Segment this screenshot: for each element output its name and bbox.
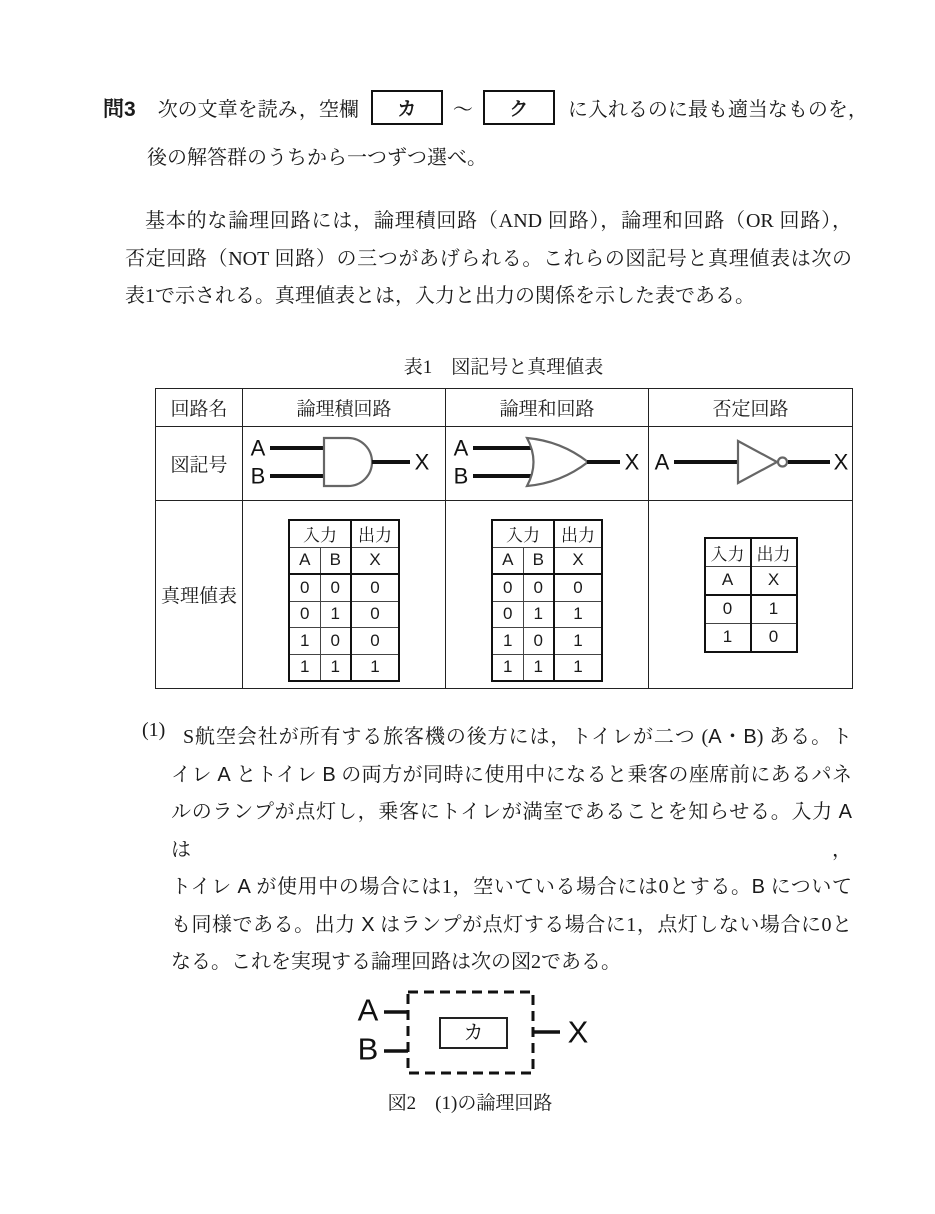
figure2-output-x-label: X: [567, 1014, 589, 1050]
item1-line: [171, 944, 852, 982]
text-run: はランプが点灯する場合に1，点灯しない場合に0と: [374, 913, 853, 936]
text-run: とトイレ: [230, 763, 323, 786]
not-col-a: A: [705, 566, 751, 595]
item1-paragraph: [171, 719, 852, 982]
question-text-before-blanks: 次の文章を読み，空欄: [157, 99, 359, 121]
item1-line: [171, 719, 852, 757]
table1-header-or: 論理和回路: [446, 389, 649, 427]
text-run: B: [322, 763, 336, 786]
text-run: ) ある。ト: [756, 726, 852, 748]
and-gate-icon: [244, 427, 445, 494]
truth-table-cell: 0: [351, 574, 399, 601]
truth-table-row: [289, 574, 399, 601]
not-gate-body: [738, 441, 777, 483]
and-col-x: X: [351, 547, 399, 574]
table1-rowlabel-truth: 真理値表: [156, 501, 243, 689]
item1-line: [171, 757, 852, 795]
or-gate-icon: [447, 427, 648, 494]
and-output-x-label: X: [414, 449, 429, 475]
truth-table-row: [289, 601, 399, 628]
text-run: なる。これを実現する論理回路は次の図2である。: [171, 951, 621, 973]
text-run: トイレ: [171, 876, 238, 898]
question-text-after-blanks: に入れるのに最も適当なものを，: [567, 99, 868, 121]
truth-table-cell: 1: [554, 628, 602, 655]
truth-table-row: [289, 654, 399, 681]
table1-header-not: 否定回路: [649, 389, 853, 427]
or-col-b: B: [523, 547, 554, 574]
and-truth-cell: [243, 501, 446, 689]
intro-paragraph: [125, 203, 852, 316]
answer-blank-ku: ク: [483, 90, 555, 125]
text-run: A: [217, 763, 231, 786]
truth-table-cell: 0: [523, 574, 554, 601]
truth-table-cell: 1: [554, 654, 602, 681]
intro-line: 基本的な論理回路には，論理積回路（AND 回路），論理和回路（OR 回路），: [145, 210, 852, 232]
truth-table-cell: 0: [523, 628, 554, 655]
truth-table-cell: 1: [705, 623, 751, 652]
tilde-separator: ～: [452, 99, 473, 121]
or-gate-body: [527, 438, 588, 486]
question-header: [103, 90, 868, 125]
table1-title: 表1 図記号と真理値表: [403, 357, 604, 378]
intro-line: 否定回路（NOT 回路）の三つがあげられる。これらの図記号と真理値表は次の: [125, 247, 852, 270]
or-col-x: X: [554, 547, 602, 574]
truth-table-row: [492, 601, 602, 628]
truth-table-cell: 0: [705, 595, 751, 624]
or-input-a-label: A: [453, 435, 468, 461]
and-input-header: 入力: [289, 520, 351, 547]
truth-table-cell: 1: [289, 628, 320, 655]
table1-header-circuit-name: 回路名: [156, 389, 243, 427]
truth-table-cell: 1: [289, 654, 320, 681]
and-output-header: 出力: [351, 520, 399, 547]
truth-table-cell: 1: [492, 654, 523, 681]
truth-table-cell: 0: [320, 628, 351, 655]
or-input-header: 入力: [492, 520, 554, 547]
not-gate-icon: [650, 427, 852, 494]
table1-truth-row: [156, 501, 853, 689]
truth-table-cell: 0: [751, 623, 797, 652]
figure2-input-b-label: B: [357, 1031, 379, 1067]
or-truth-body: [492, 574, 602, 681]
truth-table-cell: 0: [492, 574, 523, 601]
text-run: X: [361, 913, 375, 936]
truth-table-cell: 1: [751, 595, 797, 624]
not-input-header: 入力: [705, 538, 751, 567]
text-run: の両方が同時に使用中になると乗客の座席前にあるパネ: [335, 763, 853, 786]
or-truth-cell: [446, 501, 649, 689]
text-run: ルのランプが点灯し，乗客にトイレが満室であることを知らせる。入力: [171, 801, 839, 823]
figure2-input-a-label: A: [357, 992, 379, 1028]
truth-table-cell: 0: [289, 574, 320, 601]
truth-table-row: [705, 595, 797, 624]
text-run: S航空会社が所有する旅客機の後方には，トイレが二つ (: [183, 726, 709, 748]
truth-table-row: [492, 628, 602, 655]
figure2-caption: 図2 (1)の論理回路: [387, 1093, 553, 1114]
truth-table-row: [289, 628, 399, 655]
truth-table-cell: 0: [289, 601, 320, 628]
truth-table-row: [705, 623, 797, 652]
question-number: 問3: [103, 97, 136, 121]
item1-line: [171, 869, 852, 907]
table1-header-and: 論理積回路: [243, 389, 446, 427]
question-instruction-line2: 後の解答群のうちから一つずつ選べ。: [147, 147, 487, 169]
not-col-x: X: [751, 566, 797, 595]
truth-table-cell: 0: [492, 601, 523, 628]
not-truth-cell: [649, 501, 853, 689]
text-run: B: [751, 876, 765, 898]
truth-table-cell: 1: [351, 654, 399, 681]
truth-table-cell: 1: [492, 628, 523, 655]
text-run: が使用中の場合には1，空いている場合には0とする。: [250, 876, 752, 898]
truth-table-cell: 1: [554, 601, 602, 628]
table1: [155, 388, 853, 689]
text-run: A: [237, 876, 251, 898]
truth-table-cell: 0: [554, 574, 602, 601]
truth-table-cell: 1: [523, 654, 554, 681]
truth-table-cell: 0: [351, 628, 399, 655]
not-truth-table: [704, 537, 798, 653]
or-col-a: A: [492, 547, 523, 574]
and-input-b-label: B: [250, 463, 265, 489]
and-col-a: A: [289, 547, 320, 574]
or-output-header: 出力: [554, 520, 602, 547]
truth-table-cell: 0: [320, 574, 351, 601]
table1-symbol-row: [156, 427, 853, 501]
text-run: A: [838, 801, 852, 823]
or-gate-cell: [446, 427, 649, 501]
text-run: も同様である。出力: [171, 913, 362, 936]
text-run: は，: [171, 838, 852, 861]
truth-table-row: [492, 654, 602, 681]
table1-header-row: [156, 389, 853, 427]
truth-table-row: [492, 574, 602, 601]
or-output-x-label: X: [624, 449, 639, 475]
table1-rowlabel-symbol: 図記号: [156, 427, 243, 501]
or-truth-table: [491, 519, 603, 682]
and-gate-body: [324, 438, 372, 486]
truth-table-cell: 1: [320, 601, 351, 628]
not-output-x-label: X: [833, 449, 848, 475]
text-run: A・B: [708, 726, 757, 748]
not-bubble: [778, 458, 787, 467]
item1-line: [171, 907, 852, 945]
text-run: イレ: [171, 763, 218, 786]
answer-blank-ka: カ: [371, 90, 443, 125]
item1-line: [171, 794, 852, 869]
not-output-header: 出力: [751, 538, 797, 567]
not-gate-cell: [649, 427, 853, 501]
and-gate-cell: [243, 427, 446, 501]
text-run: について: [764, 876, 853, 898]
and-truth-body: [289, 574, 399, 681]
figure2-answer-box-label: カ: [463, 1022, 484, 1044]
truth-table-cell: 1: [320, 654, 351, 681]
and-truth-table: [288, 519, 400, 682]
truth-table-cell: 0: [351, 601, 399, 628]
not-truth-body: [705, 595, 797, 652]
truth-table-cell: 1: [523, 601, 554, 628]
and-col-b: B: [320, 547, 351, 574]
and-input-a-label: A: [250, 435, 265, 461]
item1-number: (1): [142, 719, 166, 741]
figure2-circuit-diagram: [338, 983, 600, 1081]
or-input-b-label: B: [453, 463, 468, 489]
intro-line: 表1で示される。真理値表とは，入力と出力の関係を示した表である。: [125, 285, 755, 307]
not-input-a-label: A: [654, 449, 669, 475]
